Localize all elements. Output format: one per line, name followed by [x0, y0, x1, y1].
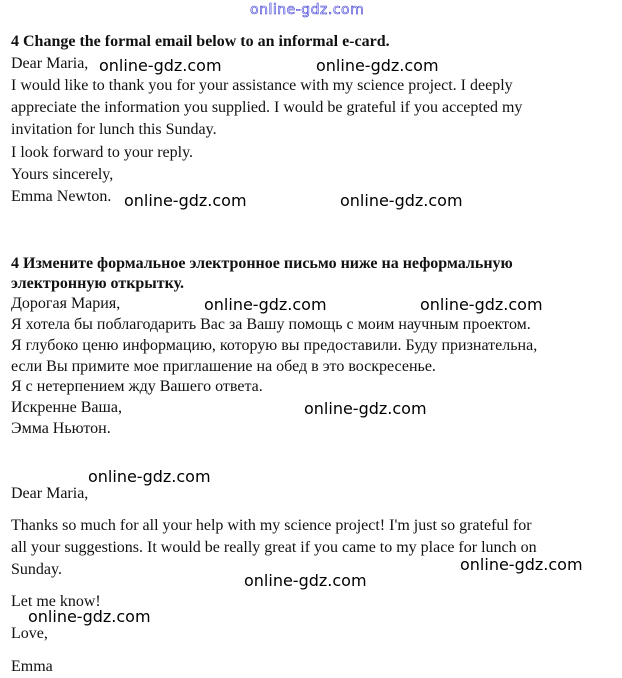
- task-en-line: I look forward to your reply.: [11, 144, 194, 161]
- task-en-line: appreciate the information you supplied. I would be grateful if you accepted my: [11, 99, 523, 116]
- task-ru-line: Эмма Ньютон.: [11, 420, 111, 437]
- task-ru-line: Я глубоко ценю информацию, которую вы предоставили. Буду признательна,: [11, 337, 538, 354]
- watermark: online-gdz.com: [460, 555, 583, 574]
- task-ru-heading: электронную открытку.: [11, 275, 185, 292]
- answer-line: Thanks so much for all your help with my science project! I'm just so grateful for: [11, 517, 532, 534]
- watermark: online-gdz.com: [304, 399, 427, 418]
- watermark: online-gdz.com: [316, 56, 439, 75]
- watermark: online-gdz.com: [28, 607, 151, 626]
- answer-line: Dear Maria,: [11, 485, 89, 502]
- watermark: online-gdz.com: [99, 56, 222, 75]
- task-en-line: invitation for lunch this Sunday.: [11, 121, 217, 138]
- answer-line: Love,: [11, 625, 48, 642]
- answer-line: all your suggestions. It would be really great if you came to my place for lunch on: [11, 539, 537, 556]
- task-en-line: Dear Maria,: [11, 55, 89, 72]
- task-ru-line: Я с нетерпением жду Вашего ответа.: [11, 378, 263, 395]
- watermark: online-gdz.com: [204, 295, 327, 314]
- watermark: online-gdz.com: [340, 191, 463, 210]
- watermark: online-gdz.com: [244, 571, 367, 590]
- answer-line: Emma: [11, 658, 53, 675]
- task-en-line: I would like to thank you for your assistance with my science project. I deeply: [11, 77, 513, 94]
- task-ru-line: Дорогая Мария,: [11, 295, 121, 312]
- task-ru-line: Я хотела бы поблагодарить Вас за Вашу помощь с моим научным проектом.: [11, 316, 531, 333]
- watermark: online-gdz.com: [124, 191, 247, 210]
- task-en-heading: 4 Change the formal email below to an informal e-card.: [11, 33, 390, 50]
- watermark: online-gdz.com: [88, 467, 211, 486]
- task-en-line: Emma Newton.: [11, 188, 112, 205]
- task-ru-line: если Вы примите мое приглашение на обед в это воскресенье.: [11, 358, 436, 375]
- answer-line: Sunday.: [11, 561, 62, 578]
- answer-line: Let me know!: [11, 593, 101, 610]
- task-ru-line: Искренне Ваша,: [11, 399, 122, 416]
- task-en-line: Yours sincerely,: [11, 166, 114, 183]
- task-ru-heading: 4 Измените формальное электронное письмо ниже на неформальную: [11, 255, 513, 272]
- watermark: online-gdz.com: [420, 295, 543, 314]
- watermark-top: online-gdz.com: [250, 2, 365, 18]
